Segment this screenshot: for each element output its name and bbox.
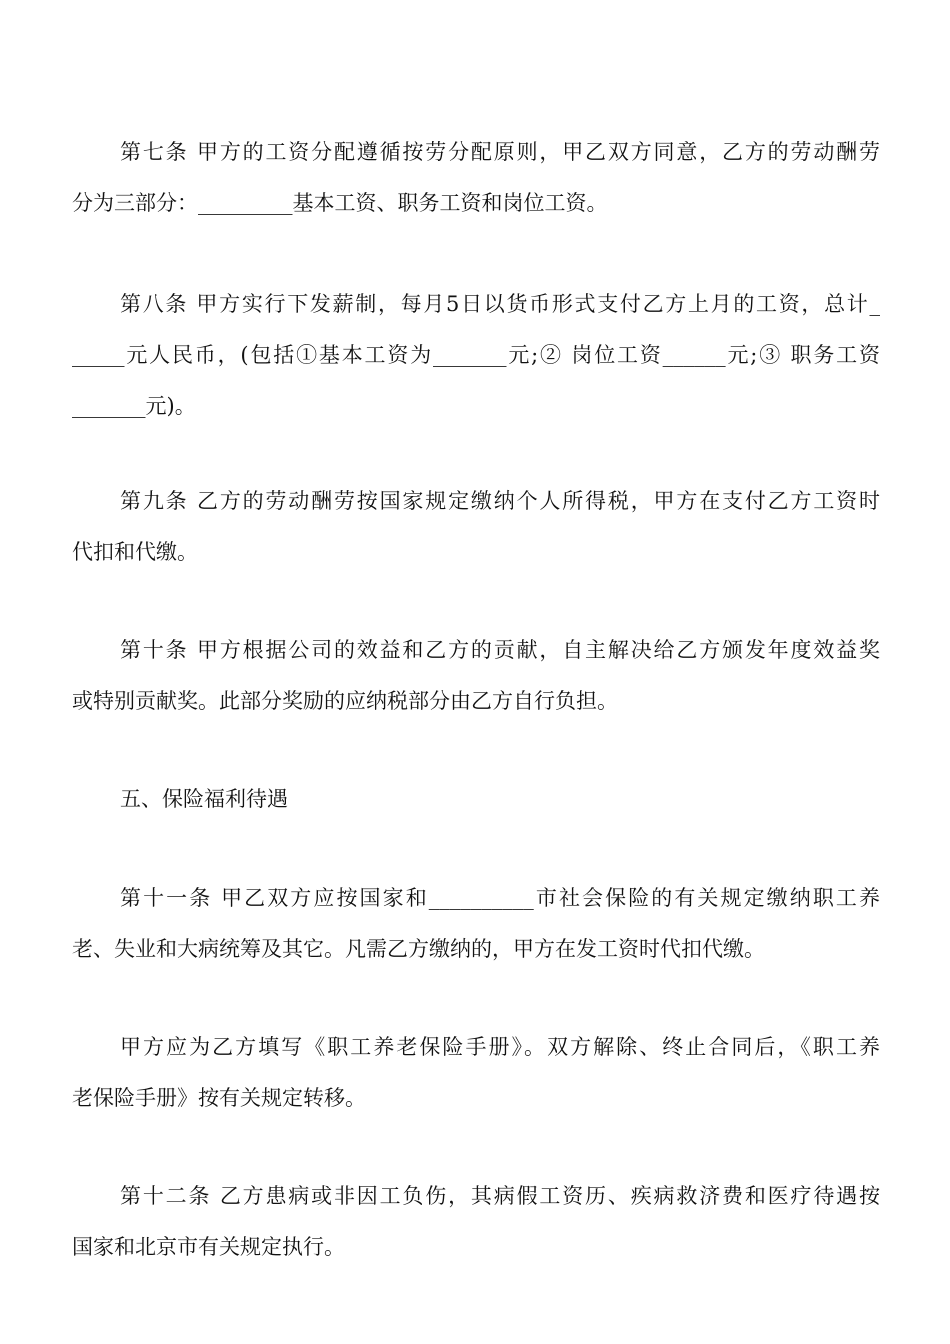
text-line: 第七条 甲方的工资分配遵循按劳分配原则，甲乙双方同意，乙方的劳动酬劳 [120, 140, 880, 164]
text-line: 老保险手册》按有关规定转移。 [72, 1086, 366, 1110]
article-8-paragraph [72, 279, 880, 432]
text-line: 第八条 甲方实行下发薪制，每月5日以货币形式支付乙方上月的工资，总计_ [120, 292, 880, 316]
text-line: 第九条 乙方的劳动酬劳按国家规定缴纳个人所得税，甲方在支付乙方工资时 [120, 489, 880, 513]
text-line: 老、失业和大病统筹及其它。凡需乙方缴纳的，甲方在发工资时代扣代缴。 [72, 937, 765, 961]
article-11-continuation [72, 1022, 880, 1124]
text-line: _______元)。 [72, 394, 196, 418]
article-10-paragraph [72, 625, 880, 727]
text-line: _____元人民币，(包括①基本工资为_______元;② 岗位工资______元;③ 职务工资 [72, 343, 880, 367]
article-11-paragraph [72, 873, 880, 975]
text-line: 国家和北京市有关规定执行。 [72, 1235, 345, 1259]
article-12-paragraph [72, 1171, 880, 1273]
text-line: 第十二条 乙方患病或非因工负伤，其病假工资历、疾病救济费和医疗待遇按 [120, 1184, 880, 1208]
text-line: 分为三部分：_________基本工资、职务工资和岗位工资。 [72, 191, 608, 215]
text-line: 第十一条 甲乙双方应按国家和__________市社会保险的有关规定缴纳职工养 [120, 886, 880, 910]
section-title: 五、保险福利待遇 [120, 787, 288, 811]
article-7-paragraph [72, 127, 880, 229]
text-line: 甲方应为乙方填写《职工养老保险手册》。双方解除、终止合同后，《职工养 [120, 1035, 880, 1059]
section-heading [72, 774, 880, 825]
text-line: 或特别贡献奖。此部分奖励的应纳税部分由乙方自行负担。 [72, 689, 618, 713]
article-9-paragraph [72, 476, 880, 578]
text-line: 第十条 甲方根据公司的效益和乙方的贡献，自主解决给乙方颁发年度效益奖 [120, 638, 880, 662]
text-line: 代扣和代缴。 [72, 540, 198, 564]
